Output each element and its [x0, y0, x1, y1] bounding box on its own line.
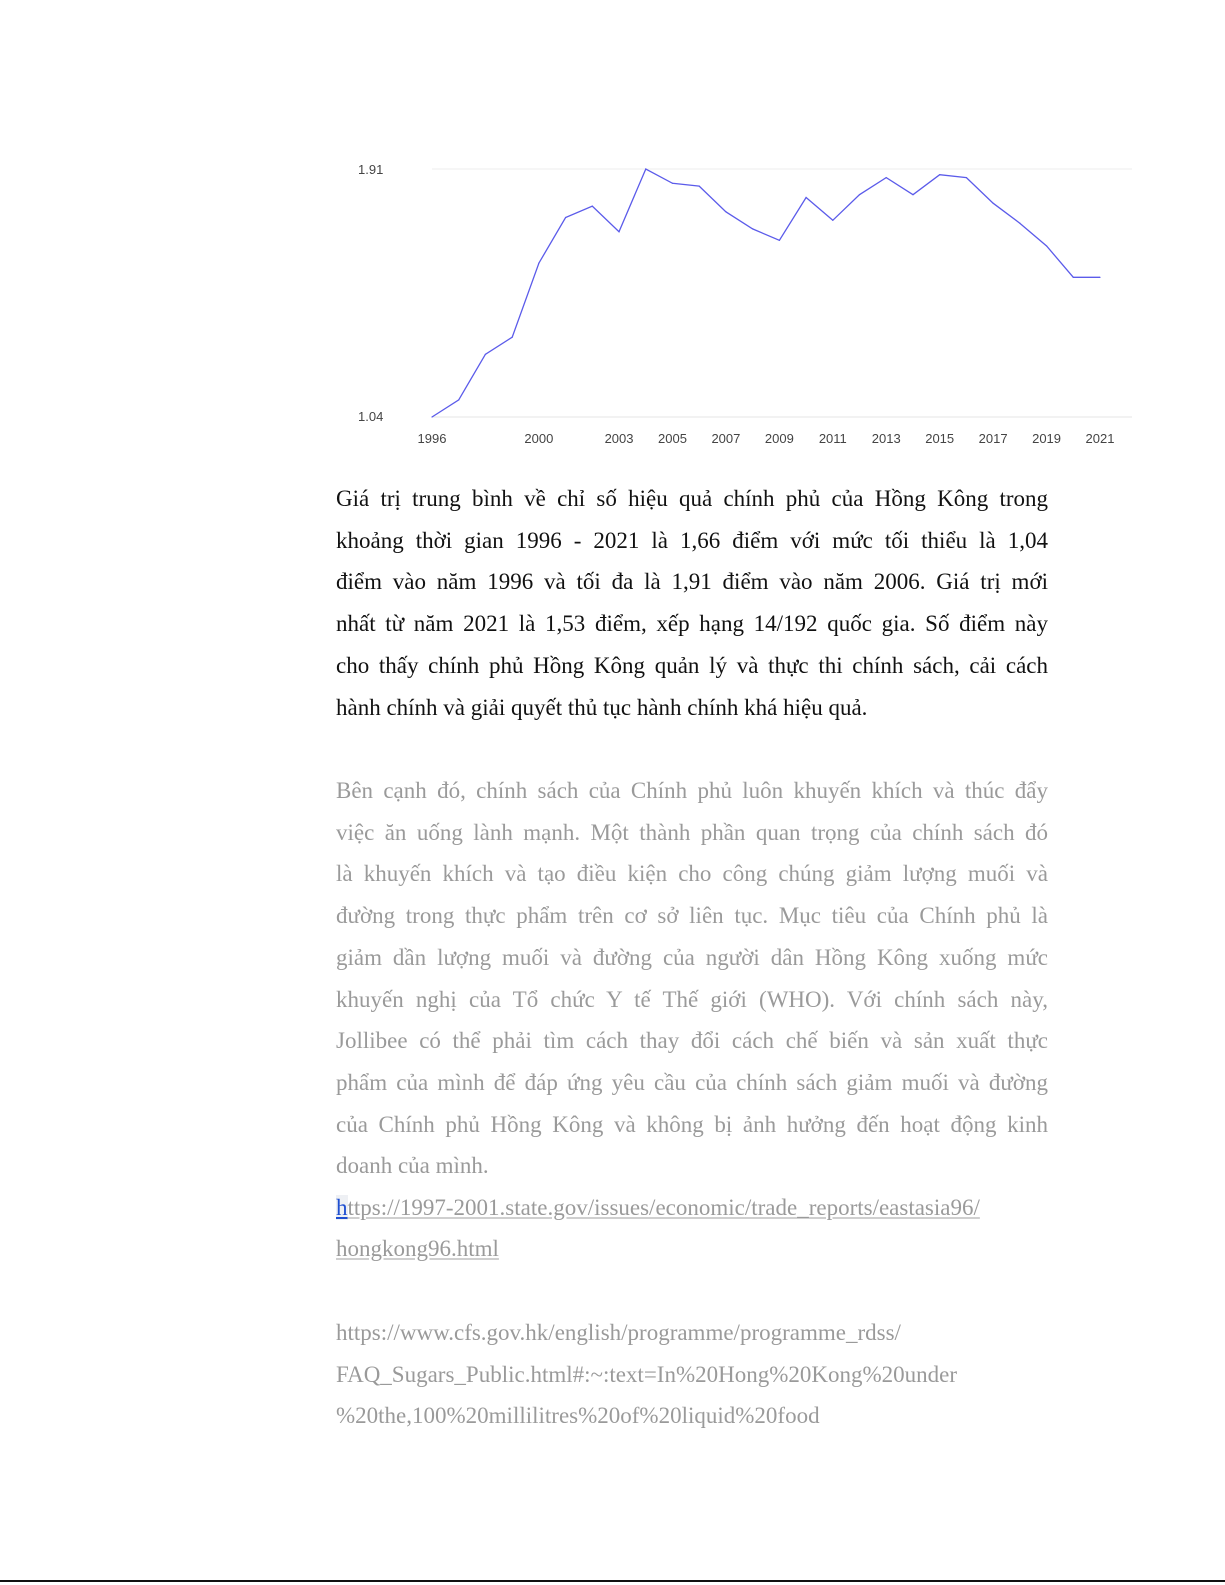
data-point-2001	[565, 217, 566, 218]
x-tick-label-2017: 2017	[978, 431, 1008, 446]
data-point-2008	[752, 228, 753, 229]
y-tick-label-min: 1.04	[358, 409, 384, 424]
data-point-2013	[886, 177, 887, 178]
data-point-2020	[1073, 277, 1074, 278]
data-point-2017	[993, 203, 994, 204]
reference-link-state-gov[interactable]	[336, 1187, 980, 1229]
data-point-2016	[966, 177, 967, 178]
text-line: doanh của mình.	[336, 1153, 489, 1179]
text-line: của Chính phủ Hồng Kông và không bị ảnh hưởng đến hoạt động kinh	[336, 1111, 1048, 1137]
data-point-2015	[939, 174, 940, 175]
data-point-2021	[1099, 277, 1100, 278]
text-line: điểm vào năm 1996 và tối đa là 1,91 điểm vào năm 2006. Giá trị mới	[336, 569, 1048, 595]
data-point-1997	[458, 399, 459, 400]
series-points	[431, 168, 1100, 417]
x-tick-label-2007: 2007	[711, 431, 741, 446]
text-line: là khuyến khích và tạo điều kiện cho công chúng giảm lượng muối và	[336, 861, 1048, 887]
data-point-1998	[485, 354, 486, 355]
x-tick-label-2005: 2005	[658, 431, 687, 446]
x-tick-label-2015: 2015	[925, 431, 955, 446]
data-point-1999	[512, 337, 513, 338]
y-tick-label-max: 1.91	[358, 162, 384, 177]
data-point-1996	[431, 416, 432, 417]
x-tick-label-2000: 2000	[524, 431, 554, 446]
text-line: phẩm của mình để đáp ứng yêu cầu của chính sách giảm muối và đường	[336, 1069, 1048, 1095]
text-line: việc ăn uống lành mạnh. Một thành phần quan trọng của chính sách đó	[336, 819, 1048, 845]
paragraph-government-effectiveness	[336, 478, 1048, 728]
x-axis-ticks	[418, 431, 1115, 446]
x-tick-label-2013: 2013	[871, 431, 901, 446]
data-point-2006	[699, 186, 700, 187]
data-point-2004	[645, 168, 646, 169]
x-tick-label-2003: 2003	[604, 431, 634, 446]
data-point-2000	[538, 262, 539, 263]
x-tick-label-2011: 2011	[818, 431, 847, 446]
x-tick-label-2009: 2009	[764, 431, 794, 446]
data-point-2019	[1046, 245, 1047, 246]
text-line: Bên cạnh đó, chính sách của Chính phủ luôn khuyến khích và thúc đẩy	[336, 778, 1048, 803]
reference-link-state-gov-continued[interactable]	[336, 1228, 499, 1270]
text-line: nhất từ năm 2021 là 1,53 điểm, xếp hạng 14/192 quốc gia. Số điểm này	[336, 611, 1048, 637]
x-tick-label-2021: 2021	[1085, 431, 1115, 446]
reference-url-cfs-line-2: FAQ_Sugars_Public.html#:~:text=In%20Hong%20Kong%20under	[336, 1362, 958, 1387]
text-line: Giá trị trung bình về chỉ số hiệu quả chính phủ của Hồng Kông trong	[336, 486, 1048, 511]
data-point-2005	[672, 183, 673, 184]
data-point-2009	[779, 240, 780, 241]
paragraph-salt-sugar-policy	[336, 770, 1048, 1187]
data-point-2003	[618, 231, 619, 232]
data-point-2002	[592, 205, 593, 206]
text-line: đường trong thực phẩm trên cơ sở liên tục. Mục tiêu của Chính phủ là	[336, 903, 1048, 929]
link-first-letter[interactable]: h	[336, 1195, 348, 1220]
reference-url-cfs-line-1: https://www.cfs.gov.hk/english/programme/programme_rdss/	[336, 1320, 901, 1345]
reference-url-cfs-line-3: %20the,100%20millilitres%20of%20liquid%20food	[336, 1403, 820, 1428]
data-point-2014	[912, 194, 913, 195]
link-text[interactable]: ttps://1997-2001.state.gov/issues/economic/trade_reports/eastasia96/	[347, 1195, 980, 1220]
text-line: hành chính và giải quyết thủ tục hành chính khá hiệu quả.	[336, 694, 868, 720]
data-point-2011	[832, 220, 833, 221]
page-bottom-border	[0, 1580, 1225, 1582]
text-line: Jollibee có thể phải tìm cách thay đổi cách chế biến và sản xuất thực	[336, 1028, 1048, 1054]
text-line: cho thấy chính phủ Hồng Kông quản lý và thực thi chính sách, cải cách	[336, 652, 1048, 678]
text-line: giảm dần lượng muối và đường của người dân Hồng Kông xuống mức	[336, 944, 1048, 970]
text-line: khuyến nghị của Tổ chức Y tế Thế giới (WHO). Với chính sách này,	[336, 986, 1048, 1012]
series-line	[432, 169, 1100, 417]
data-point-2012	[859, 194, 860, 195]
government-effectiveness-chart	[340, 150, 1140, 455]
data-point-2007	[725, 211, 726, 212]
text-line: khoảng thời gian 1996 - 2021 là 1,66 điểm với mức tối thiểu là 1,04	[336, 527, 1048, 553]
x-tick-label-1996: 1996	[417, 431, 447, 446]
data-point-2018	[1019, 223, 1020, 224]
data-point-2010	[805, 197, 806, 198]
link-text[interactable]: hongkong96.html	[336, 1236, 499, 1261]
x-tick-label-2019: 2019	[1032, 431, 1062, 446]
